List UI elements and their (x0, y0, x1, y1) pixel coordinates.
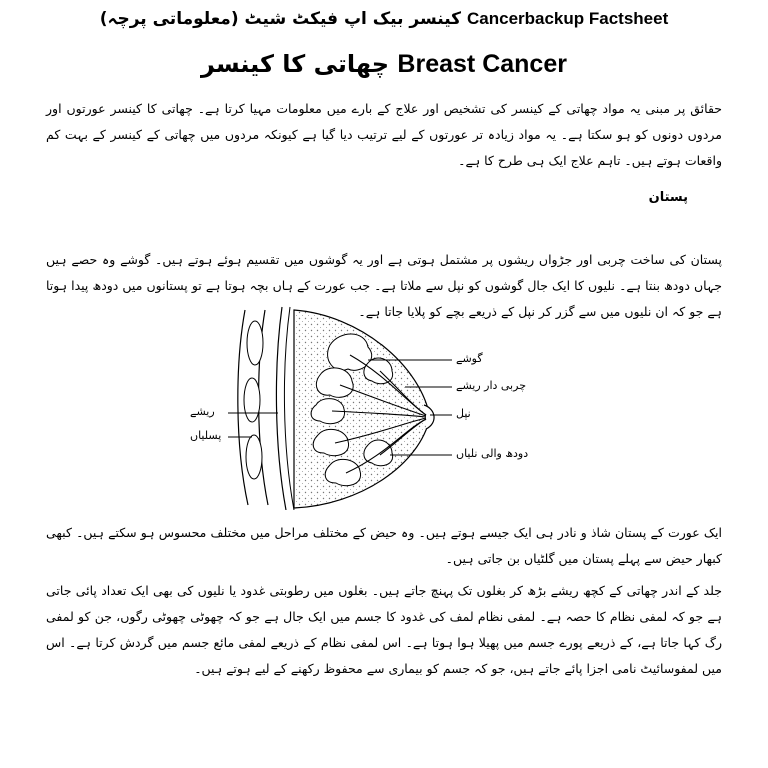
intro-paragraph: حقائق پر مبنی یہ مواد چھاتی کے کینسر کی تشخیص اور علاج کے بارے میں معلومات مہیا کرتا ہے۔ چھاتی کا کینسر عورتوں اور مردوں دونوں کو ہو سکتا ہے۔ یہ مواد زیادہ تر عورتوں کے لیے ترتیب دیا گیا ہے کیونکہ مردوں میں چھاتی کے کینسر کے بہت کم واقعات ہوتے ہیں۔ تاہم علاج ایک ہی طرح کا ہے۔ (46, 101, 722, 168)
title-english: Cancerbackup Factsheet (467, 9, 669, 28)
breast-anatomy-diagram (190, 305, 540, 510)
title-urdu: کینسر بیک اپ فیکٹ شیٹ (معلوماتی پرچہ) (99, 9, 462, 29)
label-fatty-tissue: چربی دار ریشے (456, 379, 526, 392)
label-nipple: نپل (456, 407, 471, 420)
label-fibres: ریشے (190, 405, 215, 418)
section-heading: پستان (648, 190, 688, 205)
document-title (0, 8, 768, 29)
document-subtitle (0, 50, 768, 79)
label-milk-ducts: دودھ والی نلیاں (456, 447, 529, 460)
subtitle-english: Breast Cancer (397, 50, 567, 78)
stages-paragraph: ایک عورت کے پستان شاذ و نادر ہی ایک جیسے ہوتے ہیں۔ وہ حیض کے مختلف مراحل میں مختلف محسوس ہو سکتے ہیں۔ کبھی کبھار حیض سے پہلے پستان میں گلٹیاں بن جاتی ہیں۔ (46, 525, 722, 566)
lymph-paragraph: جلد کے اندر چھاتی کے کچھ ریشے بڑھ کر بغلوں تک پہنچ جاتے ہیں۔ بغلوں میں رطوبتی غدود یا نلیوں کی بھی ایک تعداد پائی جاتی ہے جو کہ لمفی نظام کا حصہ ہے۔ لمفی نظام لمف کی غدود کا جسم میں ایک جال ہے جو کہ چھوٹی چھوٹی رگوں، جن کو لمفی رگ کہا جاتا ہے، کے ذریعے پورے جسم میں پھیلا ہوا ہوتا ہے۔ اس لمفی نظام کے ذریعے لمفی مائع جسم میں گردش کرتا ہے۔ اس میں لمفوسائیٹ نامی اجزا پائے جاتے ہیں، جو کہ جسم کو بیماری سے محفوظ رکھنے کے لیے ہوتے ہیں۔ (46, 583, 722, 676)
breast-anatomy-drawing (190, 305, 540, 510)
label-ribs: پسلیاں (190, 429, 222, 442)
anatomy-paragraph: پستان کی ساخت چربی اور جڑواں ریشوں پر مشتمل ہوتی ہے اور یہ گوشوں میں تقسیم ہوئے ہوتے ہیں۔ گوشے وہ حصے ہیں جہاں دودھ بنتا ہے۔ نلیوں کا ایک جال گوشوں کو نپل سے ملاتا ہے۔ جب عورت کے ہاں بچہ ہوتا ہے تو پستانوں میں دودھ پیدا ہوتا ہے جو کہ ان نلیوں میں سے گزر کر نپل کے ذریعے بچے کو پلایا جاتا ہے۔ (46, 252, 722, 319)
label-lobes: گوشے (456, 352, 483, 365)
subtitle-urdu: چھاتی کا کینسر (201, 50, 390, 78)
